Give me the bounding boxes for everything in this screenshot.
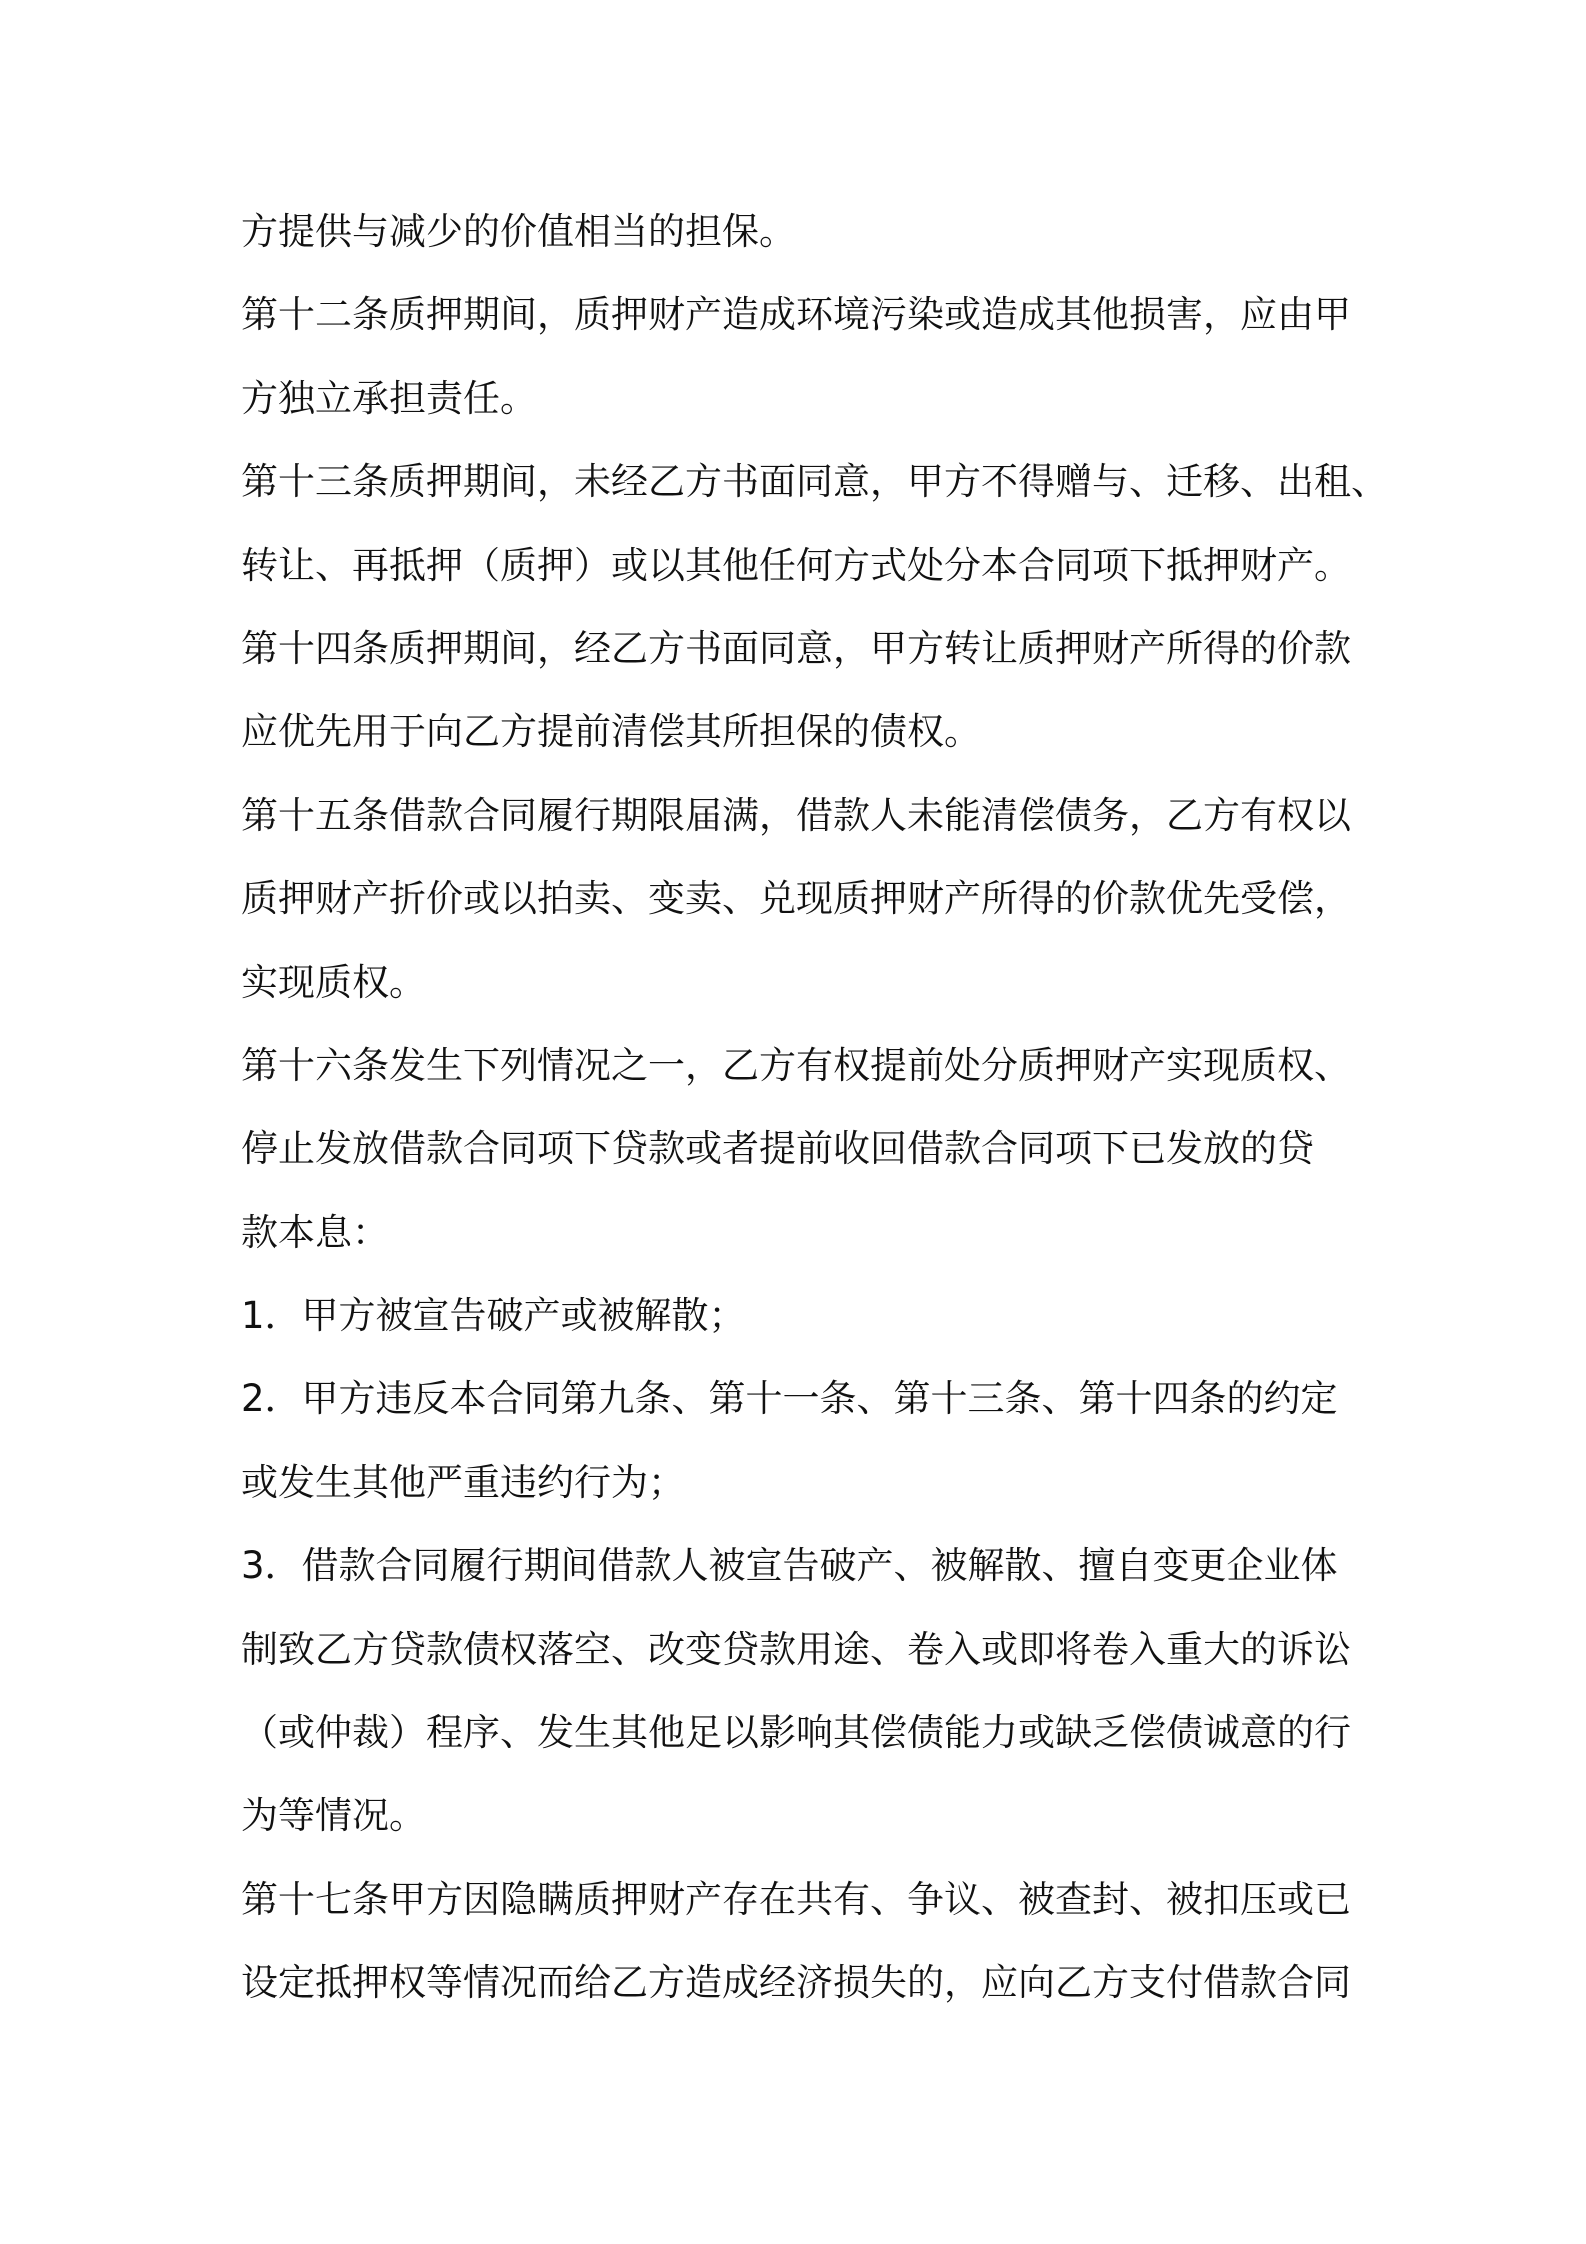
article-15-line: 第十五条借款合同履行期限届满，借款人未能清偿债务，乙方有权以: [241, 793, 1351, 837]
text-line: 方独立承担责任。: [241, 376, 537, 420]
list-item-1: 1．甲方被宣告破产或被解散；: [241, 1294, 746, 1338]
article-17-line: 第十七条甲方因隐瞒质押财产存在共有、争议、被查封、被扣压或已: [241, 1877, 1351, 1921]
text-line: 应优先用于向乙方提前清偿其所担保的债权。: [241, 710, 981, 754]
text-line: （或仲裁）程序、发生其他足以影响其偿债能力或缺乏偿债诚意的行: [241, 1711, 1351, 1755]
list-item-2: 2．甲方违反本合同第九条、第十一条、第十三条、第十四条的约定: [241, 1377, 1338, 1421]
text-line: 制致乙方贷款债权落空、改变贷款用途、卷入或即将卷入重大的诉讼: [241, 1627, 1351, 1671]
text-line: 设定抵押权等情况而给乙方造成经济损失的，应向乙方支付借款合同: [241, 1961, 1351, 2005]
contract-body-text: [241, 190, 1388, 2025]
list-item-3: 3．借款合同履行期间借款人被宣告破产、被解散、擅自变更企业体: [241, 1544, 1338, 1588]
text-line: 质押财产折价或以拍卖、变卖、兑现质押财产所得的价款优先受偿，: [241, 877, 1351, 921]
text-line: 停止发放借款合同项下贷款或者提前收回借款合同项下已发放的贷: [241, 1127, 1314, 1171]
text-line: 或发生其他严重违约行为；: [241, 1460, 685, 1504]
article-13-line: 第十三条质押期间，未经乙方书面同意，甲方不得赠与、迁移、出租、: [241, 460, 1388, 504]
text-line: 款本息：: [241, 1210, 389, 1254]
article-14-line: 第十四条质押期间，经乙方书面同意，甲方转让质押财产所得的价款: [241, 626, 1351, 670]
text-line: 转让、再抵押（质押）或以其他任何方式处分本合同项下抵押财产。: [241, 543, 1351, 587]
article-12-line: 第十二条质押期间，质押财产造成环境污染或造成其他损害，应由甲: [241, 293, 1351, 337]
text-line: 方提供与减少的价值相当的担保。: [241, 210, 796, 253]
text-line: 为等情况。: [241, 1794, 426, 1838]
text-line: 实现质权。: [241, 960, 426, 1004]
article-16-line: 第十六条发生下列情况之一，乙方有权提前处分质押财产实现质权、: [241, 1043, 1351, 1087]
